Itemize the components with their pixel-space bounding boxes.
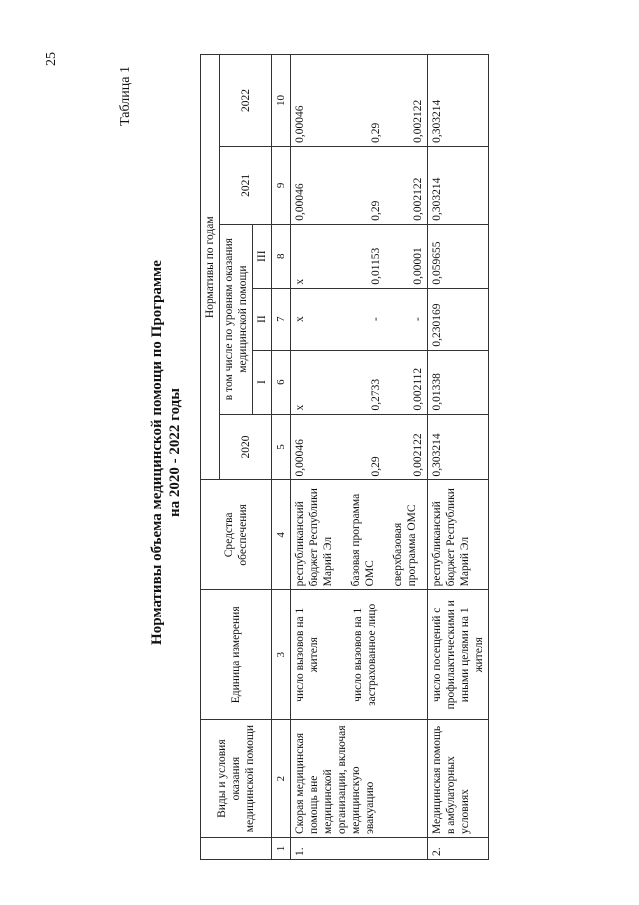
value-cell: 0,29	[370, 122, 382, 143]
row-source: республиканский бюджет Республики Марий Эл	[428, 480, 489, 590]
value-2020: 0,303214	[428, 414, 489, 480]
page-number: 25	[44, 52, 59, 66]
value-cell: 0,002122	[412, 177, 424, 221]
table-row	[428, 55, 489, 860]
value-cell: 0,002122	[412, 433, 424, 477]
value-2021	[291, 146, 428, 224]
value-cell: 0,002112	[412, 367, 424, 411]
value-cell: 0,2733	[370, 378, 382, 411]
value-2022: 0,303214	[428, 55, 489, 147]
value-cell: 0,002122	[412, 99, 424, 143]
column-number: 9	[272, 146, 291, 224]
value-level-2: 0,230169	[428, 288, 489, 350]
title-line-2: на 2020 - 2022 годы	[167, 388, 183, 517]
column-number: 10	[272, 55, 291, 147]
value-level-2	[291, 288, 428, 350]
row-source	[291, 480, 428, 590]
row-unit: число посещений с профилактическими и иными целями на 1 жителя	[428, 590, 489, 720]
unit-text: число вызовов на 1 застрахованное лицо	[352, 603, 378, 706]
value-cell: х	[294, 278, 306, 285]
value-cell: х	[294, 404, 306, 411]
header-2022: 2022	[220, 55, 272, 147]
norms-table	[200, 54, 489, 860]
value-cell: 0,29	[370, 200, 382, 221]
value-cell: -	[412, 317, 424, 322]
header-level-2: II	[253, 288, 272, 350]
unit-text: число вызовов на 1 жителя	[294, 607, 320, 702]
row-unit	[291, 590, 428, 720]
value-cell: 0,00001	[412, 247, 424, 285]
title-line-1: Нормативы объема медицинской помощи по Программе	[149, 260, 165, 645]
column-number: 6	[272, 350, 291, 414]
header-level-3: III	[253, 224, 272, 288]
value-level-3	[291, 224, 428, 288]
value-cell: х	[294, 316, 306, 322]
document-title	[148, 0, 184, 905]
header-2020: 2020	[220, 414, 272, 480]
value-cell: 0,01153	[370, 247, 382, 285]
row-kind: Медицинская помощь в амбулаторных условиях	[428, 720, 489, 838]
header-2021: 2021	[220, 146, 272, 224]
value-level-1: 0,01338	[428, 350, 489, 414]
header-levels: в том числе по уровням оказания медицинской помощи	[220, 224, 253, 414]
value-cell: 0,00046	[294, 439, 306, 477]
header-level-1: I	[253, 350, 272, 414]
header-by-years: Нормативы по годам	[201, 55, 220, 480]
column-number: 5	[272, 414, 291, 480]
value-2020	[291, 414, 428, 480]
source-text: сверхбазовая программа ОМС	[392, 504, 418, 587]
value-cell: 0,00046	[294, 105, 306, 143]
row-number: 1.	[291, 838, 428, 860]
header-col1-blank	[201, 838, 272, 860]
column-number: 7	[272, 288, 291, 350]
header-source: Средства обеспечения	[201, 480, 272, 590]
value-cell: 0,00046	[294, 183, 306, 221]
column-number: 2	[272, 720, 291, 838]
value-level-3: 0,059655	[428, 224, 489, 288]
column-number: 1	[272, 838, 291, 860]
row-number: 2.	[428, 838, 489, 860]
column-numbers-row	[272, 55, 291, 860]
value-level-1	[291, 350, 428, 414]
header-kind: Виды и условия оказания медицинской помощи	[201, 720, 272, 838]
value-2022	[291, 55, 428, 147]
value-cell: -	[370, 317, 382, 322]
column-number: 4	[272, 480, 291, 590]
row-kind: Скорая медицинская помощь вне медицинской организации, включая медицинскую эвакуацию	[291, 720, 428, 838]
header-unit: Единица измерения	[201, 590, 272, 720]
value-2021: 0,303214	[428, 146, 489, 224]
column-number: 3	[272, 590, 291, 720]
source-text: базовая программа ОМС	[350, 493, 376, 587]
value-cell: 0,29	[370, 456, 382, 477]
table-caption: Таблица 1	[118, 66, 133, 126]
column-number: 8	[272, 224, 291, 288]
table-row	[291, 55, 428, 860]
source-text: республиканский бюджет Республики Марий Эл	[294, 488, 334, 587]
